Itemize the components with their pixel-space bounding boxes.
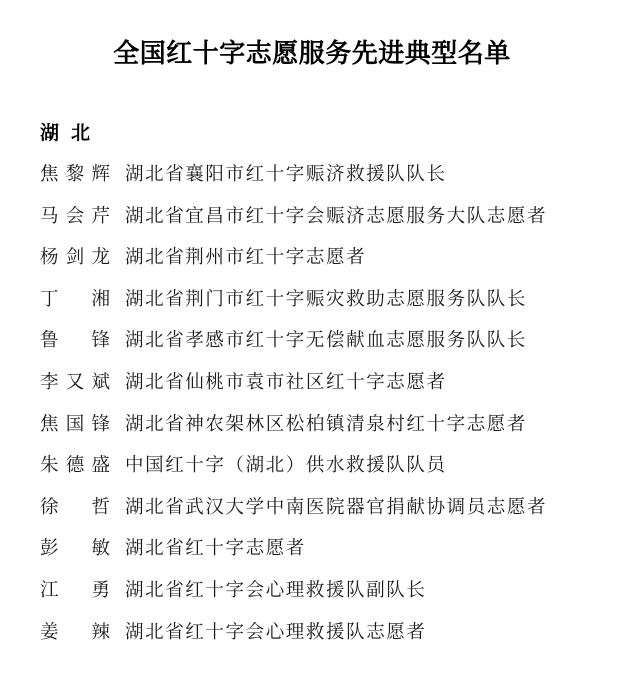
list-item (0, 534, 624, 576)
entry-role: 湖北省荆州市红十字志愿者 (125, 247, 367, 269)
entry-name: 鲁 锋 (40, 330, 110, 352)
list-item (0, 493, 624, 535)
entry-name: 杨 剑 龙 (40, 247, 110, 269)
entry-name: 马 会 芹 (40, 205, 110, 227)
list-item (0, 451, 624, 493)
list-item (0, 618, 624, 660)
entry-role: 湖北省红十字志愿者 (125, 538, 306, 560)
list-item (0, 326, 624, 368)
entry-name: 徐 哲 (40, 496, 110, 518)
list-item (0, 410, 624, 452)
list-item (0, 576, 624, 618)
entry-role: 湖北省仙桃市袁市社区红十字志愿者 (125, 371, 447, 393)
entry-name: 焦 国 锋 (40, 413, 110, 435)
entry-role: 湖北省荆门市红十字赈灾救助志愿服务队队长 (125, 288, 528, 310)
entry-name: 彭 敏 (40, 538, 110, 560)
entry-role: 湖北省武汉大学中南医院器官捐献协调员志愿者 (125, 496, 548, 518)
entry-name: 朱 德 盛 (40, 455, 110, 477)
entry-name: 江 勇 (40, 579, 110, 601)
entry-role: 湖北省红十字会心理救援队副队长 (125, 579, 427, 601)
list-item (0, 160, 624, 202)
entry-name: 姜 辣 (40, 621, 110, 643)
page-title: 全国红十字志愿服务先进典型名单 (113, 39, 511, 69)
list-item (0, 285, 624, 327)
entry-name: 丁 湘 (40, 288, 110, 310)
list-item (0, 368, 624, 410)
entry-name: 李 又 斌 (40, 371, 110, 393)
entry-list (0, 160, 624, 659)
entry-role: 湖北省孝感市红十字无偿献血志愿服务队队长 (125, 330, 528, 352)
entry-role: 湖北省红十字会心理救援队志愿者 (125, 621, 427, 643)
list-item (0, 243, 624, 285)
entry-role: 湖北省神农架林区松柏镇清泉村红十字志愿者 (125, 413, 528, 435)
entry-role: 湖北省襄阳市红十字赈济救援队队长 (125, 164, 447, 185)
entry-name: 焦 黎 辉 (40, 164, 110, 185)
section-heading: 湖北 (40, 122, 103, 144)
entry-role: 湖北省宜昌市红十字会赈济志愿服务大队志愿者 (125, 205, 548, 227)
entry-role: 中国红十字（湖北）供水救援队队员 (125, 455, 447, 477)
list-item (0, 202, 624, 244)
